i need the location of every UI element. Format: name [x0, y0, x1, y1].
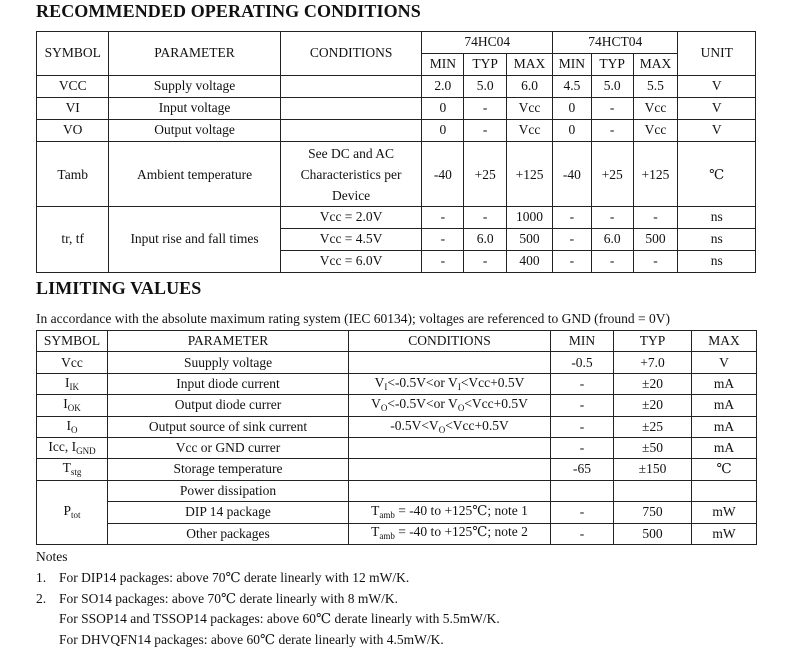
cond-text: = -40 to +125℃; note 2	[394, 524, 528, 540]
cell: mA	[692, 416, 757, 437]
cell: 500	[614, 523, 692, 544]
cell	[37, 437, 108, 458]
cell: -	[422, 207, 464, 229]
cell: ±150	[614, 459, 692, 480]
cell: VCC	[37, 76, 109, 98]
note-text: For SO14 packages: above 70℃ derate linearly with 8 mW/K.	[59, 590, 399, 606]
col-header-conditions: CONDITIONS	[280, 32, 422, 76]
cell: -	[591, 120, 633, 142]
cell: -	[633, 207, 678, 229]
cell: ±25	[614, 416, 692, 437]
symbol-subscript: OK	[67, 403, 81, 414]
cell	[349, 459, 551, 480]
notes-title: Notes	[36, 549, 68, 564]
note-continuation: For SSOP14 and TSSOP14 packages: above 60℃ derate linearly with 5.5mW/K.	[59, 611, 500, 627]
cell: ±20	[614, 373, 692, 394]
symbol-subscript: IK	[69, 381, 79, 392]
cond-text: T	[371, 503, 380, 519]
symbol-text: I	[63, 396, 68, 412]
cond-subscript: amb	[379, 531, 395, 542]
cond-subscript: I	[457, 381, 461, 392]
cell: 6.0	[507, 76, 553, 98]
cell: -	[551, 395, 614, 416]
cell	[551, 480, 614, 501]
cell: Input voltage	[109, 98, 280, 120]
col-header-min: MIN	[553, 54, 592, 76]
notes-section	[36, 547, 500, 651]
table-row	[37, 98, 756, 120]
cell: +125	[507, 142, 553, 207]
cell: -	[464, 251, 507, 273]
cell: -	[591, 207, 633, 229]
cell: Input rise and fall times	[109, 207, 280, 273]
table-header-row	[37, 32, 756, 54]
col-header-conditions: CONDITIONS	[349, 331, 551, 352]
table-row	[37, 373, 757, 394]
table-row	[37, 459, 757, 480]
cell: Vcc	[633, 98, 678, 120]
cell	[37, 416, 108, 437]
cond-text: <Vcc+0.5V	[460, 374, 525, 390]
cell: -40	[422, 142, 464, 207]
table-row	[37, 437, 757, 458]
cell: 4.5	[553, 76, 592, 98]
cell	[37, 373, 108, 394]
table-row	[37, 502, 757, 523]
note-continuation: For DHVQFN14 packages: above 60℃ derate linearly with 4.5mW/K.	[59, 632, 444, 648]
cell: Vcc = 6.0V	[280, 251, 422, 273]
cond-text: <Vcc+0.5V	[445, 417, 509, 433]
cell: 0	[422, 98, 464, 120]
cond-subscript: amb	[379, 510, 395, 521]
cell: Tamb	[37, 142, 109, 207]
table-row	[37, 416, 757, 437]
symbol-text: I	[66, 417, 71, 433]
cell: 500	[507, 229, 553, 251]
cell	[349, 373, 551, 394]
col-header-min: MIN	[422, 54, 464, 76]
col-group-74hc04: 74HC04	[422, 32, 553, 54]
col-header-symbol: SYMBOL	[37, 331, 108, 352]
cell: ±20	[614, 395, 692, 416]
cell: Power dissipation	[108, 480, 349, 501]
note-number: 1.	[36, 569, 47, 585]
cell: -	[464, 207, 507, 229]
cell: Vcc	[507, 98, 553, 120]
note-text: For DIP14 packages: above 70℃ derate linearly with 12 mW/K.	[59, 569, 410, 585]
cell: DIP 14 package	[108, 502, 349, 523]
col-header-max: MAX	[633, 54, 678, 76]
limiting-values-caption: In accordance with the absolute maximum rating system (IEC 60134); voltages are referenced to GND (fround = 0V)	[36, 311, 671, 326]
table-row	[37, 76, 756, 98]
table-row	[37, 120, 756, 142]
cell: Storage temperature	[108, 459, 349, 480]
cell: Vcc = 2.0V	[280, 207, 422, 229]
recommended-operating-conditions-table	[36, 31, 756, 273]
cell: -	[551, 373, 614, 394]
limiting-values-heading: LIMITING VALUES	[36, 278, 202, 298]
cell: -	[551, 523, 614, 544]
cell: -0.5	[551, 352, 614, 373]
cell: ns	[678, 207, 756, 229]
cell	[280, 76, 422, 98]
col-header-min: MIN	[551, 331, 614, 352]
cell: -	[551, 437, 614, 458]
cell: 0	[553, 120, 592, 142]
col-header-typ: TYP	[464, 54, 507, 76]
table-row	[37, 142, 756, 207]
symbol-subscript: tot	[71, 510, 81, 521]
symbol-text: T	[62, 460, 71, 476]
table-header-row	[37, 331, 757, 352]
cell: -40	[553, 142, 592, 207]
cell: 1000	[507, 207, 553, 229]
cell: +25	[464, 142, 507, 207]
cell: Input diode current	[108, 373, 349, 394]
cell: Vcc	[37, 352, 108, 373]
note-item	[36, 589, 500, 610]
cell: Output source of sink current	[108, 416, 349, 437]
cond-text: T	[371, 524, 380, 540]
cond-text: = -40 to +125℃; note 1	[394, 503, 528, 519]
cell: -	[551, 416, 614, 437]
col-header-max: MAX	[692, 331, 757, 352]
cond-text: V	[371, 396, 381, 412]
cell: -	[633, 251, 678, 273]
cell: V	[678, 76, 756, 98]
cell: Ambient temperature	[109, 142, 280, 207]
cell: 2.0	[422, 76, 464, 98]
cond-text: <-0.5V<or V	[387, 374, 458, 390]
cell: ±50	[614, 437, 692, 458]
cell	[349, 502, 551, 523]
limiting-values-table	[36, 330, 757, 545]
cell	[37, 395, 108, 416]
cell: V	[692, 352, 757, 373]
cond-subscript: O	[457, 403, 465, 414]
cond-text: -0.5V<V	[390, 417, 439, 433]
cell: +125	[633, 142, 678, 207]
cell: -	[553, 251, 592, 273]
cell: ns	[678, 229, 756, 251]
table-row	[37, 395, 757, 416]
cell: 6.0	[591, 229, 633, 251]
cell: 0	[553, 98, 592, 120]
cell: Vcc = 4.5V	[280, 229, 422, 251]
cell: ℃	[678, 142, 756, 207]
symbol-text: I	[65, 374, 70, 390]
col-header-symbol: SYMBOL	[37, 32, 109, 76]
cell	[280, 98, 422, 120]
cond-text: <-0.5V<or V	[387, 396, 458, 412]
col-header-parameter: PARAMETER	[109, 32, 280, 76]
cell: -	[464, 120, 507, 142]
cell: -	[464, 98, 507, 120]
cond-subscript: O	[380, 403, 388, 414]
cell: VI	[37, 98, 109, 120]
cell: -	[591, 98, 633, 120]
cell: 0	[422, 120, 464, 142]
cell: V	[678, 98, 756, 120]
cell: See DC and AC Characteristics per Device	[280, 142, 422, 207]
col-group-74hct04: 74HCT04	[553, 32, 678, 54]
cell: mA	[692, 437, 757, 458]
cell: -65	[551, 459, 614, 480]
table-row	[37, 480, 757, 501]
cell: Vcc or GND currer	[108, 437, 349, 458]
cell	[349, 437, 551, 458]
cond-subscript: I	[384, 381, 388, 392]
cell	[692, 480, 757, 501]
symbol-subscript: GND	[76, 445, 96, 456]
symbol-subscript: O	[71, 424, 78, 435]
cell: ℃	[692, 459, 757, 480]
cond-subscript: O	[438, 424, 446, 435]
cell: Other packages	[108, 523, 349, 544]
cell: -	[422, 251, 464, 273]
cell: 5.0	[591, 76, 633, 98]
cell: Vcc	[507, 120, 553, 142]
cell	[349, 523, 551, 544]
cond-text: <Vcc+0.5V	[464, 396, 528, 412]
cell: 5.0	[464, 76, 507, 98]
cell: 500	[633, 229, 678, 251]
note-number: 2.	[36, 590, 47, 606]
cell: tr, tf	[37, 207, 109, 273]
col-header-typ: TYP	[614, 331, 692, 352]
cell: Output voltage	[109, 120, 280, 142]
cell: -	[553, 229, 592, 251]
cell	[37, 459, 108, 480]
cell	[614, 480, 692, 501]
cell	[349, 480, 551, 501]
symbol-subscript: stg	[70, 467, 82, 478]
cell: -	[551, 502, 614, 523]
table-row	[37, 207, 756, 229]
cell: mW	[692, 523, 757, 544]
table-row	[37, 352, 757, 373]
cell: V	[678, 120, 756, 142]
cell: +25	[591, 142, 633, 207]
cell	[280, 120, 422, 142]
cond-text: V	[374, 374, 385, 390]
cell	[349, 352, 551, 373]
col-header-unit: UNIT	[678, 32, 756, 76]
cell	[349, 395, 551, 416]
cell: 400	[507, 251, 553, 273]
cell: VO	[37, 120, 109, 142]
col-header-parameter: PARAMETER	[108, 331, 349, 352]
cell: -	[553, 207, 592, 229]
cell: ns	[678, 251, 756, 273]
note-item	[36, 568, 500, 589]
symbol-text: Icc, I	[48, 438, 77, 454]
recommended-operating-conditions-heading: RECOMMENDED OPERATING CONDITIONS	[36, 1, 421, 21]
cell: -	[422, 229, 464, 251]
col-header-typ: TYP	[591, 54, 633, 76]
cell: Output diode currer	[108, 395, 349, 416]
col-header-max: MAX	[507, 54, 553, 76]
cell: Vcc	[633, 120, 678, 142]
cell: Supply voltage	[109, 76, 280, 98]
cell: mA	[692, 373, 757, 394]
cell: +7.0	[614, 352, 692, 373]
table-row	[37, 523, 757, 544]
cell: 5.5	[633, 76, 678, 98]
cell: mA	[692, 395, 757, 416]
cell: 750	[614, 502, 692, 523]
cell: -	[591, 251, 633, 273]
cell: mW	[692, 502, 757, 523]
cell	[349, 416, 551, 437]
cell: Suupply voltage	[108, 352, 349, 373]
cell	[37, 480, 108, 544]
cell: 6.0	[464, 229, 507, 251]
symbol-text: P	[63, 503, 71, 519]
